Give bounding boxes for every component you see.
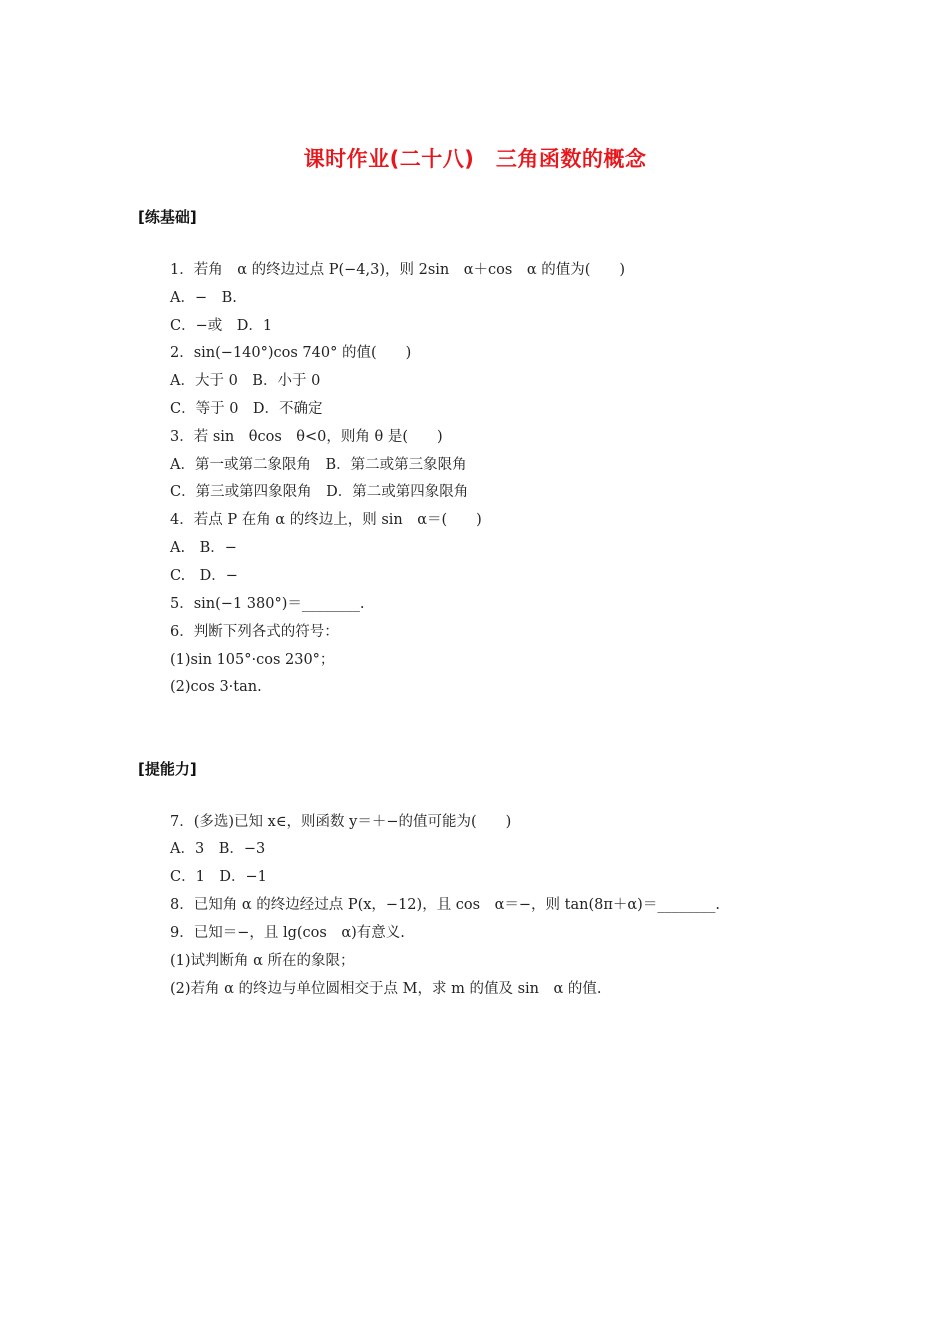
question-4-options-ab: A. B．− [170,540,237,556]
question-1-options-cd: C．−或 D．1 [170,318,273,334]
question-9-part-1: (1)试判断角 α 所在的象限； [170,953,355,969]
question-2-options-ab: A．大于 0 B．小于 0 [170,373,321,389]
question-4-options-cd: C. D．− [170,568,238,584]
question-1-options-ab: A．− B. [170,290,237,306]
question-6-part-2: (2)cos 3·tan. [170,679,262,695]
question-7-options-cd: C．1 D．−1 [170,869,267,885]
question-2-options-cd: C．等于 0 D．不确定 [170,401,323,417]
question-7-options-ab: A．3 B．−3 [170,841,266,857]
question-9-part-2: (2)若角 α 的终边与单位圆相交于点 M，求 m 的值及 sin α 的值. [170,981,602,997]
question-3: 3．若 sin θcos θ<0，则角 θ 是( ) [170,429,443,445]
question-7: 7．(多选)已知 x∈，则函数 y＝＋−的值可能为( ) [170,814,512,830]
page-title: 课时作业(二十八) 三角函数的概念 [303,147,647,171]
question-3-options-ab: A．第一或第二象限角 B．第二或第三象限角 [170,457,467,473]
question-5: 5．sin(−1 380°)＝________. [170,596,365,612]
question-4: 4．若点 P 在角 α 的终边上，则 sin α＝( ) [170,512,482,528]
question-1: 1．若角 α 的终边过点 P(−4,3)，则 2sin α＋cos α 的值为( ) [170,262,626,278]
question-3-options-cd: C．第三或第四象限角 D．第二或第四象限角 [170,484,469,500]
question-2: 2．sin(−140°)cos 740° 的值( ) [170,345,412,361]
section-heading-advanced: [提能力] [138,760,197,778]
question-8: 8．已知角 α 的终边经过点 P(x，−12)，且 cos α＝−，则 tan(8π＋α)＝________. [170,897,720,913]
question-9: 9．已知＝−，且 lg(cos α)有意义. [170,925,405,941]
section-heading-basic: [练基础] [138,208,197,226]
question-6: 6．判断下列各式的符号： [170,624,339,640]
question-6-part-1: (1)sin 105°·cos 230°； [170,652,335,668]
